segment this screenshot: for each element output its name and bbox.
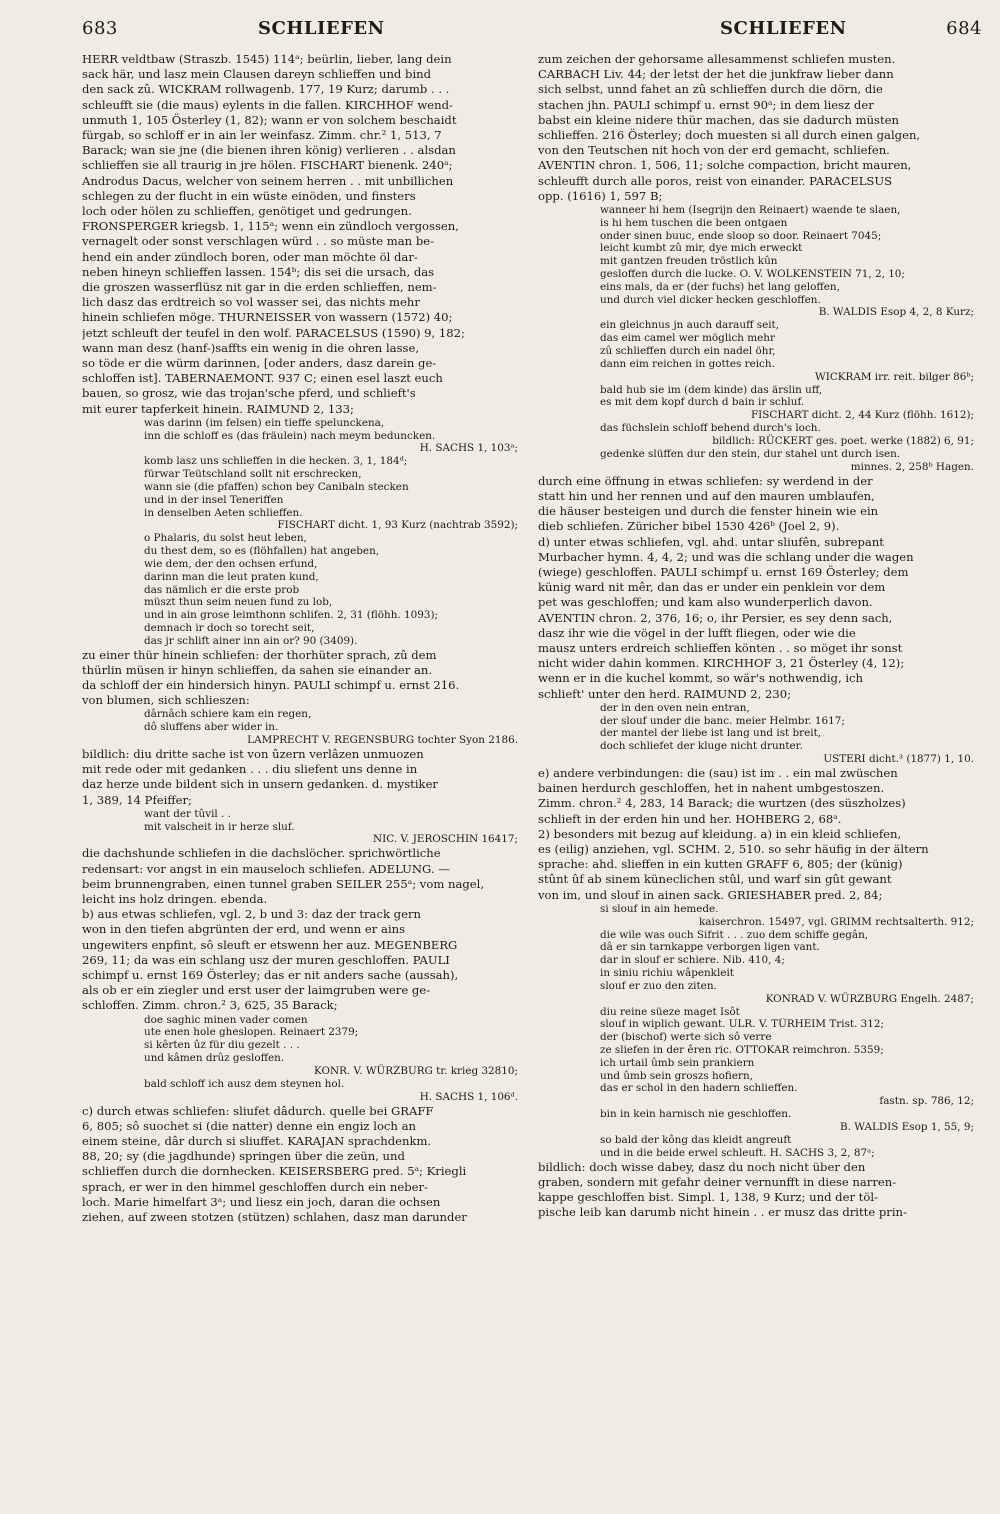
text-line: schlieffen durch die dornhecken. KEISERSBERG pred. 5ᵃ; Kriegli (82, 1164, 467, 1179)
quotation-line: doe saghic minen vader comen (144, 1013, 308, 1026)
source-citation: minnes. 2, 258ᵇ Hagen. (850, 460, 974, 473)
text-line: 88, 20; sy (die jagdhunde) springen über die zeün, und (82, 1149, 405, 1164)
text-line: loch oder hölen zu schlieffen, genötiget und gedrungen. (82, 204, 412, 219)
text-line: b) aus etwas schliefen, vgl. 2, b und 3: daz der track gern (82, 907, 421, 922)
quotation-line: dârnâch schiere kam ein regen, (144, 708, 312, 721)
text-line: so töde er die würm darinnen, [oder anders, dasz darein ge- (82, 356, 437, 371)
source-citation: FISCHART dicht. 1, 93 Kurz (nachtrab 3592); (277, 519, 518, 532)
quotation-line: müszt thun seim neuen fund zu lob, (144, 596, 333, 609)
quotation-line: wie dem, der den ochsen erfund, (144, 558, 318, 571)
text-line: schlieffen. 216 Österley; doch muesten si all durch einen galgen, (538, 128, 921, 143)
text-line: statt hin und her rennen und auf den mauren umblaufen, (538, 488, 875, 503)
text-line: opp. (1616) 1, 597 B; (538, 188, 663, 203)
quotation-line: und in der insel Teneriffen (144, 493, 284, 506)
text-line: AVENTIN chron. 2, 376, 16; o, ihr Persier, es sey denn sach, (538, 610, 893, 625)
quotation-line: bin in kein harnisch nie geschloffen. (600, 1108, 792, 1121)
text-line: Murbacher hymn. 4, 4, 2; und was die schlang under die wagen (538, 549, 914, 564)
text-line: fürgab, so schloff er in ain ler weinfasz. Zimm. chr.² 1, 513, 7 (82, 128, 442, 143)
right-page-number: 684 (946, 18, 982, 39)
text-line: hinein schliefen möge. THURNEISSER von wassern (1572) 40; (82, 310, 453, 325)
text-line: die dachshunde schliefen in die dachslöcher. sprichwörtliche (82, 846, 441, 861)
text-line: einem steine, dâr durch si sliuffet. KARAJAN sprachdenkm. (82, 1134, 432, 1149)
quotation-line: slouf er zuo den ziten. (600, 979, 717, 992)
text-line: die groszen wasserflüsz nit gar in die erden schlieffen, nem- (82, 280, 437, 295)
quotation-line: wann sie (die pfaffen) schon bey Canibaln stecken (144, 481, 409, 494)
text-line: dasz ihr wie die vögel in der lufft fliegen, oder wie die (538, 625, 856, 640)
quotation-line: o Phalaris, du solst heut leben, (144, 532, 307, 545)
quotation-line: der in den oven nein entran, (600, 701, 750, 714)
text-line: 2) besonders mit bezug auf kleidung. a) in ein kleid schliefen, (538, 826, 902, 841)
text-line: schleufft durch alle poros, reist von einander. PARACELSUS (538, 173, 893, 188)
quotation-line: ze sliefen in der êren ric. OTTOKAR reimchron. 5359; (600, 1044, 884, 1057)
source-citation: LAMPRECHT V. REGENSBURG tochter Syon 2186. (247, 734, 518, 747)
quotation-line: si kêrten ûz für diu gezelt . . . (144, 1039, 300, 1052)
text-line: sack här, und lasz mein Clausen dareyn schlieffen und bind (82, 67, 432, 82)
text-line: schlieffen sie all traurig in jre hölen. FISCHART bienenk. 240ᵃ; (82, 158, 453, 173)
text-line: durch eine öffnung in etwas schliefen: sy werdend in der (538, 473, 873, 488)
quotation-line: so bald der kông das kleidt angreuft (600, 1134, 792, 1146)
text-line: wann man desz (hanf-)saffts ein wenig in die ohren lasse, (82, 340, 420, 355)
quotation-line: slouf in wiplich gewant. ULR. V. TÜRHEIM Trist. 312; (600, 1018, 885, 1031)
source-citation: KONRAD V. WÜRZBURG Engelh. 2487; (765, 992, 974, 1005)
quotation-line: mit gantzen freuden tröstlich kûn (600, 255, 778, 268)
quotation-line: diu reine süeze maget Isôt (600, 1005, 740, 1018)
text-line: AVENTIN chron. 1, 506, 11; solche compaction, bricht mauren, (538, 158, 912, 173)
text-line: pische leib kan darumb nicht hinein . . er musz das dritte prin- (538, 1205, 907, 1220)
quotation-line: ein gleichnus jn auch darauff seit, (600, 319, 780, 332)
text-line: HERR veldtbaw (Straszb. 1545) 114ᵃ; beürlin, lieber, lang dein (82, 52, 452, 66)
quotation-line: bald hub sie im (dem kinde) das ärslin uff, (600, 383, 823, 396)
text-line: wenn er in die kuchel kommt, so wär's nothwendig, ich (538, 671, 863, 686)
quotation-line: das füchslein schloff behend durch's loch. (600, 422, 821, 435)
quotation-line: si slouf in ain hemede. (600, 902, 719, 915)
text-line: beim brunnengraben, einen tunnel graben SEILER 255ᵃ; vom nagel, (82, 876, 485, 891)
text-line: redensart: vor angst in ein mauseloch schliefen. ADELUNG. — (82, 861, 450, 876)
text-line: 6, 805; sô suochet si (die natter) denne ein engiz loch an (82, 1118, 416, 1133)
text-line: graben, sondern mit gefahr deiner vernunfft in diese narren- (538, 1174, 897, 1189)
text-line: babst ein kleine nidere thür machen, das sie dadurch müsten (538, 112, 899, 127)
quotation-line: der mantel der liebe ist lang und ist breit, (600, 727, 822, 740)
text-line: lich dasz das erdtreich so vol wasser sei, das nichts mehr (82, 295, 420, 310)
quotation-line: komb lasz uns schlieffen in die hecken. 3, 1, 184ᵈ; (144, 455, 408, 468)
text-line: da schloff der ein hindersich hinyn. PAULI schimpf u. ernst 216. (82, 678, 460, 693)
quotation-line: eins mals, da er (der fuchs) het lang geloffen, (600, 280, 840, 293)
text-line: bildlich: diu dritte sache ist von ûzern verlâzen unmuozen (82, 747, 424, 762)
text-line: mausz unters erdreich schlieffen könten . . so möget ihr sonst (538, 641, 903, 656)
quotation-line: zû schlieffen durch ein nadel öhr, (600, 345, 776, 357)
text-line: nicht wider dahin kommen. KIRCHHOF 3, 21 Österley (4, 12); (538, 656, 905, 671)
source-citation: B. WALDIS Esop 1, 55, 9; (840, 1121, 974, 1133)
quotation-line: gedenke slüffen dur den stein, dur stahel unt durch isen. (600, 447, 901, 460)
text-line: won in den tiefen abgrünten der erd, und wenn er ains (82, 922, 406, 937)
quotation-line: du thest dem, so es (flöhfallen) hat angeben, (144, 545, 380, 558)
text-line: leicht ins holz dringen. ebenda. (82, 892, 268, 907)
text-line: neben hineyn schlieffen lassen. 154ᵇ; dis sei die ursach, das (82, 264, 435, 279)
text-line: schloffen ist]. TABERNAEMONT. 937 C; einen esel laszt euch (82, 371, 443, 386)
source-citation: H. SACHS 1, 106ᵈ. (419, 1090, 518, 1103)
text-line: die häuser besteigen und durch die fenster hinein wie ein (538, 504, 879, 519)
quotation-line: fürwar Teütschland sollt nit erschrecken, (144, 468, 362, 481)
text-line: pet was geschloffen; und kam also wunderperlich davon. (538, 595, 873, 610)
source-citation: WICKRAM irr. reit. bilger 86ᵇ; (815, 370, 974, 383)
quotation-line: demnach ir doch so torecht seit, (144, 622, 315, 635)
quotation-line: und kâmen drûz gesloffen. (144, 1052, 285, 1065)
left-page-number: 683 (82, 18, 118, 39)
quotation-line: und in die beide erwel schleuft. H. SACHS 3, 2, 87ᵃ; (600, 1146, 875, 1159)
text-line: es (eilig) anziehen, vgl. SCHM. 2, 510. so sehr häufig in der ältern (538, 842, 929, 857)
quotation-line: darinn man die leut praten kund, (144, 570, 319, 583)
text-line: schlegen zu der flucht in ein wüste einöden, und finsters (82, 188, 416, 203)
quotation-line: und in ain grose leimthonn schlifen. 2, 31 (flöhh. 1093); (144, 609, 439, 622)
quotation-line: mit valscheit in ir herze sluf. (144, 820, 295, 833)
quotation-line: und durch viel dicker hecken geschloffen. (600, 293, 821, 306)
text-line: 269, 11; da was ein schlang usz der muren geschloffen. PAULI (82, 952, 450, 967)
text-line: schleufft sie (die maus) eylents in die fallen. KIRCHHOF wend- (82, 97, 453, 112)
text-line: als ob er ein ziegler und erst user der laimgruben were ge- (82, 983, 431, 998)
text-line: 1, 389, 14 Pfeiffer; (82, 792, 192, 807)
quotation-line: want der tûvil . . (144, 807, 231, 820)
text-line: von den Teutschen nit hoch von der erd gemacht, schliefen. (538, 143, 890, 158)
quotation-line: das jr schlift ainer inn ain or? 90 (3409). (144, 634, 358, 647)
source-citation: bildlich: RÜCKERT ges. poet. werke (1882) 6, 91; (712, 434, 974, 447)
text-line: mit rede oder mit gedanken . . . diu sliefent uns denne in (82, 762, 418, 777)
quotation-line: die wile was ouch Sifrit . . . zuo dem schiffe gegân, (600, 928, 869, 941)
text-line: Androdus Dacus, welcher von seinem herren . . mit unbillichen (82, 173, 454, 188)
quotation-line: dâ er sin tarnkappe verborgen ligen vant. (600, 941, 820, 954)
text-line: FRONSPERGER kriegsb. 1, 115ᵃ; wenn ein zündloch vergossen, (82, 219, 459, 234)
quotation-line: leicht kumbt zû mir, dye mich erweckt (600, 242, 803, 255)
quotation-line: wanneer hi hem (Isegrijn den Reinaert) waende te slaen, (600, 204, 901, 217)
quotation-line: ute enen hole gheslopen. Reinaert 2379; (144, 1026, 359, 1039)
text-line: stachen jhn. PAULI schimpf u. ernst 90ᵃ; in dem liesz der (538, 97, 874, 112)
source-citation: H. SACHS 1, 103ᵃ; (419, 442, 518, 455)
quotation-line: in denselben Aeten schlieffen. (144, 506, 303, 519)
text-line: vernagelt oder sonst verschlagen würd . . so müste man be- (82, 234, 435, 249)
text-line: von im, und slouf in ainen sack. GRIESHABER pred. 2, 84; (538, 887, 883, 902)
text-line: bauen, so grosz, wie das trojan'sche pferd, und schlieft's (82, 386, 416, 401)
right-text-column (538, 52, 978, 1220)
quotation-line: ich urtail ûmb sein prankiern (600, 1056, 755, 1069)
text-line: ungewiters enpfint, sô sleuft er etswenn her auz. MEGENBERG (82, 937, 458, 952)
text-line: bildlich: doch wisse dabey, dasz du noch nicht über den (538, 1159, 866, 1174)
quotation-line: das nämlich er die erste prob (144, 583, 300, 596)
text-line: c) durch etwas schliefen: sliufet dâdurch. quelle bei GRAFF (82, 1103, 434, 1118)
source-citation: B. WALDIS Esop 4, 2, 8 Kurz; (818, 306, 974, 319)
source-citation: USTERI dicht.³ (1877) 1, 10. (823, 753, 974, 766)
text-line: zum zeichen der gehorsame allesammenst schliefen musten. (538, 52, 896, 66)
quotation-line: is hi hem tuschen die been ontgaen (600, 216, 788, 229)
text-line: schlieft in der erden hin und her. HOHBERG 2, 68ᵃ. (538, 811, 842, 826)
source-citation: FISCHART dicht. 2, 44 Kurz (flöhh. 1612); (750, 409, 974, 422)
left-text-column (82, 52, 522, 1225)
text-line: CARBACH Liv. 44; der letst der het die junkfraw lieber dann (538, 67, 894, 82)
text-line: von blumen, sich schlieszen: (82, 693, 250, 708)
text-line: schloffen. Zimm. chron.² 3, 625, 35 Barack; (82, 998, 338, 1013)
text-line: unmuth 1, 105 Österley (1, 82); wann er von solchem beschaidt (82, 112, 457, 127)
text-line: dieb schliefen. Züricher bibel 1530 426ᵇ (Joel 2, 9). (538, 519, 840, 534)
quotation-line: bald schloff ich ausz dem steynen hol. (144, 1077, 345, 1090)
quotation-line: und ûmb sein groszs hofiern, (600, 1069, 753, 1082)
text-line: mit eurer tapferkeit hinein. RAIMUND 2, 133; (82, 401, 354, 416)
text-line: schlieft' unter den herd. RAIMUND 2, 230; (538, 686, 792, 701)
text-line: bainen herdurch geschloffen, het in nahent umbgestoszen. (538, 781, 885, 796)
text-line: Barack; wan sie jne (die bienen ihren könig) verlieren . . alsdan (82, 143, 456, 158)
text-line: zu einer thür hinein schliefen: der thorhüter sprach, zû dem (82, 647, 437, 662)
text-line: sich selbst, unnd fahet an zû schlieffen durch die dörn, die (538, 82, 883, 97)
quotation-line: der (bischof) werte sich sô verre (600, 1031, 772, 1044)
quotation-line: dar in slouf er schiere. Nib. 410, 4; (600, 954, 785, 967)
quotation-line: das eim camel wer möglich mehr (600, 332, 775, 345)
source-citation: KONR. V. WÜRZBURG tr. krieg 32810; (314, 1064, 518, 1077)
quotation-line: der slouf under die banc. meier Helmbr. 1617; (600, 714, 845, 727)
text-line: den sack zû. WICKRAM rollwagenb. 177, 19 Kurz; darumb . . . (82, 82, 450, 97)
text-line: stûnt ûf ab sinem küneclichen stûl, und warf sin gût gewant (538, 872, 892, 887)
text-line: künig ward nit mêr, dan das er under ein penklein vor dem (538, 580, 886, 595)
left-running-head: SCHLIEFEN (258, 18, 385, 39)
quotation-line: dann eim reichen in gottes reich. (600, 357, 775, 370)
quotation-line: dô sluffens aber wider in. (144, 721, 279, 734)
text-line: sprache: ahd. slieffen in ein kutten GRAFF 6, 805; der (künig) (538, 857, 903, 872)
text-line: schimpf u. ernst 169 Österley; das er nit anders sache (aussah), (82, 968, 459, 983)
text-line: (wiege) geschloffen. PAULI schimpf u. ernst 169 Österley; dem (538, 565, 909, 579)
quotation-line: inn die schloff es (das fräulein) nach meym beduncken. (144, 429, 436, 442)
quotation-line: gesloffen durch die lucke. O. V. WOLKENSTEIN 71, 2, 10; (600, 268, 905, 281)
text-line: kappe geschloffen bist. Simpl. 1, 138, 9 Kurz; und der töl- (538, 1190, 878, 1204)
quotation-line: doch schliefet der kluge nicht drunter. (600, 740, 803, 753)
quotation-line: es mit dem kopf durch d bain ir schluf. (600, 396, 805, 409)
quotation-line: was darinn (im felsen) ein tieffe spelunckena, (144, 416, 385, 429)
source-citation: fastn. sp. 786, 12; (879, 1095, 974, 1108)
text-line: ziehen, auf zween stotzen (stützen) schlahen, dasz man darunder (82, 1210, 467, 1225)
text-line: thürlin müsen ir hinyn schlieffen, da sahen sie einander an. (82, 662, 433, 677)
source-citation: NIC. V. JEROSCHIN 16417; (373, 833, 518, 846)
text-line: Zimm. chron.² 4, 283, 14 Barack; die wurtzen (des süszholzes) (538, 796, 906, 811)
text-line: jetzt schleuft der teufel in den wolf. PARACELSUS (1590) 9, 182; (82, 325, 465, 340)
right-running-head: SCHLIEFEN (720, 18, 847, 39)
text-line: sprach, er wer in den himmel geschloffen durch ein neber- (82, 1179, 428, 1194)
text-line: hend ein ander zündloch boren, oder man möchte öl dar- (82, 249, 418, 264)
quotation-line: onder sinen buuc, ende sloop so door. Reinaert 7045; (600, 229, 882, 242)
text-line: d) unter etwas schliefen, vgl. ahd. untar sliufên, subrepant (538, 534, 884, 549)
text-line: e) andere verbindungen: die (sau) ist im . . ein mal zwüschen (538, 766, 898, 781)
text-line: loch. Marie himelfart 3ᵃ; und liesz ein joch, daran die ochsen (82, 1194, 441, 1209)
source-citation: kaiserchron. 15497, vgl. GRIMM rechtsalterth. 912; (699, 915, 974, 928)
text-line: daz herze unde bildent sich in unsern gedanken. d. mystiker (82, 777, 438, 792)
quotation-line: in siniu richiu wâpenkleit (600, 967, 734, 980)
quotation-line: das er schol in den hadern schlieffen. (600, 1082, 798, 1095)
